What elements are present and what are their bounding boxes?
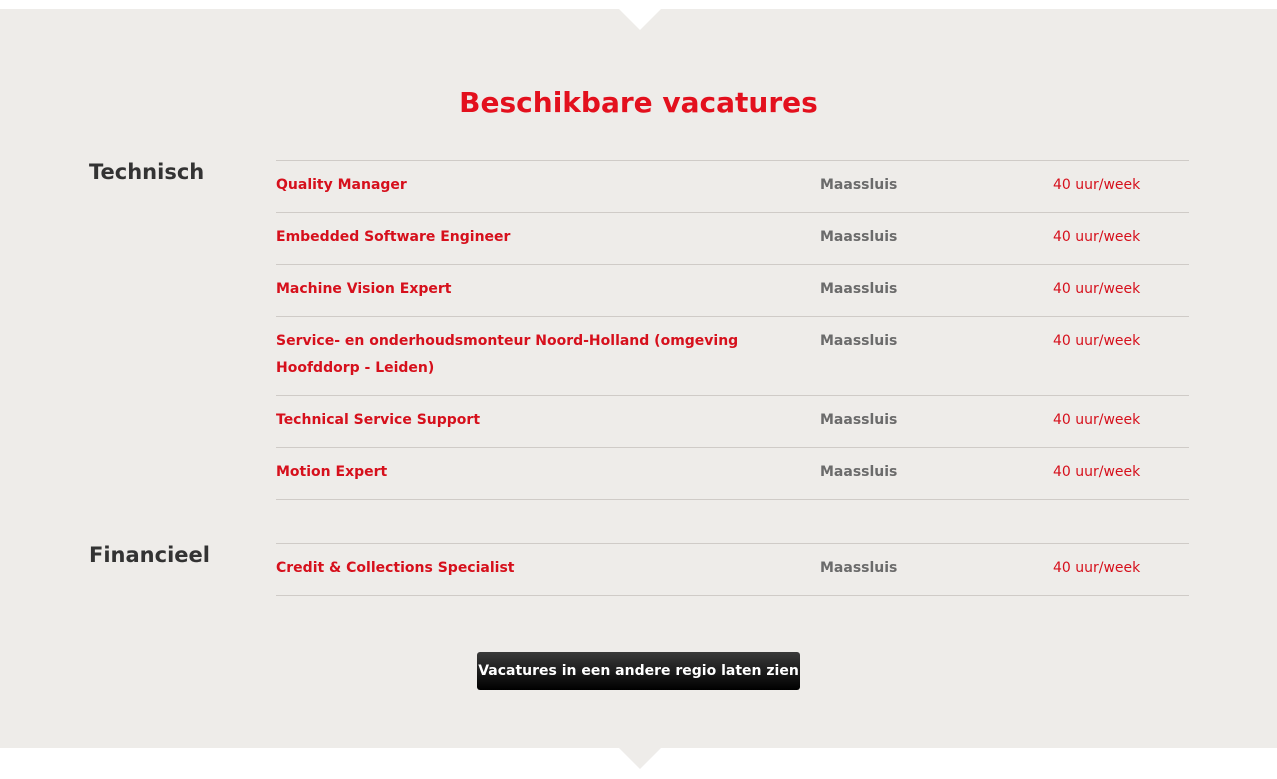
job-title-link[interactable]: Motion Expert <box>276 464 388 480</box>
job-row <box>276 265 1189 317</box>
job-title-link[interactable]: Credit & Collections Specialist <box>276 560 515 576</box>
job-row <box>276 161 1189 213</box>
job-title-link[interactable]: Machine Vision Expert <box>276 281 452 297</box>
job-row <box>276 317 1189 396</box>
job-location: Maassluis <box>820 560 898 576</box>
section-notch-top <box>619 9 661 30</box>
job-row <box>276 544 1189 596</box>
job-list-financieel <box>276 543 1189 596</box>
job-row <box>276 396 1189 448</box>
page-title: Beschikbare vacatures <box>459 86 818 119</box>
job-hours: 40 uur/week <box>1053 333 1141 349</box>
job-location: Maassluis <box>820 412 898 428</box>
job-hours: 40 uur/week <box>1053 229 1141 245</box>
job-hours: 40 uur/week <box>1053 412 1141 428</box>
job-row <box>276 448 1189 500</box>
other-region-button[interactable]: Vacatures in een andere regio laten zien <box>477 652 800 690</box>
job-hours: 40 uur/week <box>1053 281 1141 297</box>
category-technisch: Technisch <box>89 160 205 184</box>
job-title-link[interactable]: Quality Manager <box>276 177 407 193</box>
job-title-link[interactable]: Service- en onderhoudsmonteur Noord-Holland (omgeving Hoofddorp - Leiden) <box>276 333 739 376</box>
job-location: Maassluis <box>820 333 898 349</box>
job-location: Maassluis <box>820 229 898 245</box>
section-notch-bottom <box>619 748 661 769</box>
job-location: Maassluis <box>820 464 898 480</box>
job-hours: 40 uur/week <box>1053 177 1141 193</box>
job-location: Maassluis <box>820 177 898 193</box>
job-title-link[interactable]: Technical Service Support <box>276 412 481 428</box>
category-financieel: Financieel <box>89 543 210 567</box>
job-title-link[interactable]: Embedded Software Engineer <box>276 229 511 245</box>
job-row <box>276 213 1189 265</box>
job-hours: 40 uur/week <box>1053 464 1141 480</box>
job-list-technisch <box>276 160 1189 500</box>
job-location: Maassluis <box>820 281 898 297</box>
job-hours: 40 uur/week <box>1053 560 1141 576</box>
